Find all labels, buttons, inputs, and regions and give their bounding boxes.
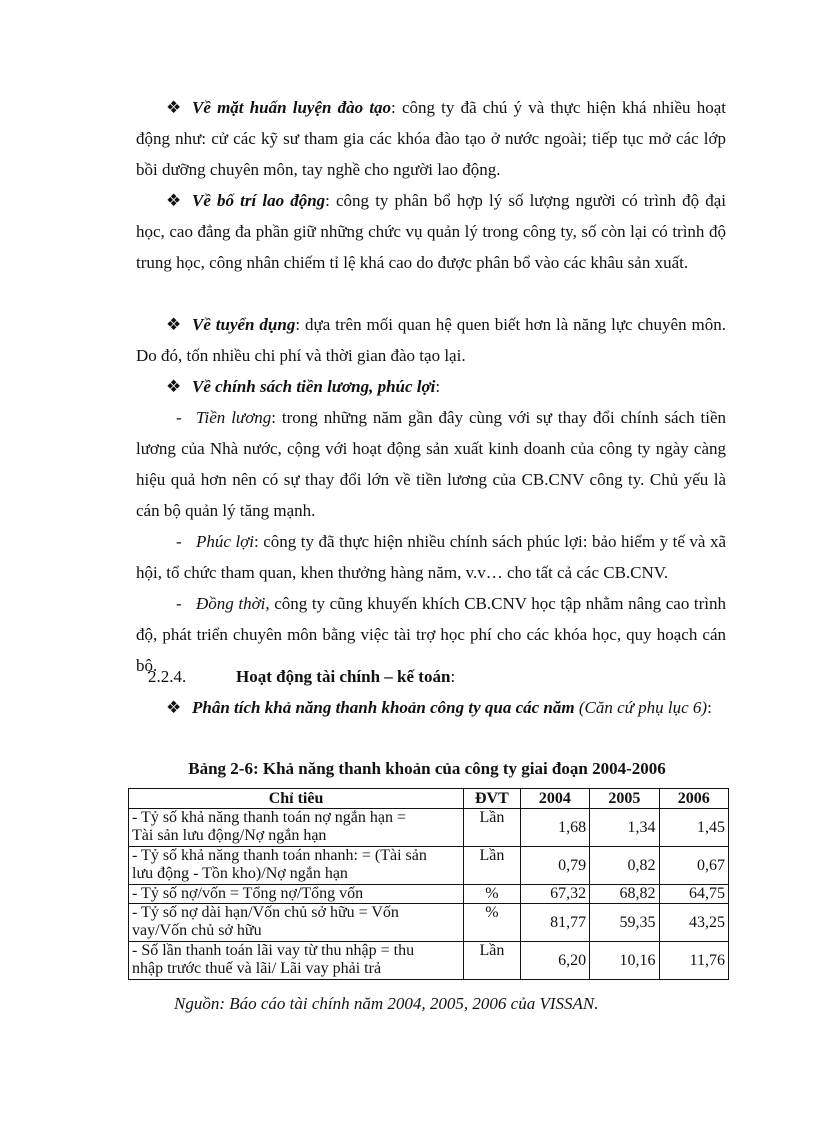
diamond-bullet-icon: ❖ (166, 315, 182, 334)
indicator-line: lưu động - Tồn kho)/Nợ ngắn hạn (132, 865, 348, 882)
table-row (129, 885, 729, 904)
value-2005: 1,34 (590, 809, 659, 847)
indicator-cell (129, 904, 464, 942)
indicator-line: - Tỷ số khả năng thanh toán nhanh: = (Tài sản (132, 847, 427, 864)
table-row (129, 809, 729, 847)
analysis-suffix: : (707, 698, 712, 717)
unit-cell: Lần (464, 809, 521, 847)
paragraph-training (136, 92, 726, 185)
value-2005: 68,82 (590, 885, 659, 904)
liquidity-table (128, 788, 729, 980)
analysis-note: (Căn cứ phụ lục 6) (578, 698, 708, 717)
dash-bullet: - (176, 532, 182, 551)
paragraph-recruitment (136, 309, 726, 371)
value-2005: 10,16 (590, 942, 659, 980)
paragraph-body: : công ty phân bổ hợp lý số lượng người có trình độ đại học, cao đẳng đa phần giữ những chức vụ quản lý trong công ty, số còn lại có trình độ trung học, công nhân chiếm tỉ lệ khá cao do được phân bổ vào các khâu sản xuất. (136, 191, 727, 272)
unit-cell: % (464, 904, 521, 942)
dash-bullet: - (176, 594, 182, 613)
value-2004: 81,77 (520, 904, 589, 942)
value-2006: 64,75 (659, 885, 728, 904)
dash-item-body: : trong những năm gần đây cùng với sự thay đổi chính sách tiền lương của Nhà nước, cộng với hoạt động sản xuất kinh doanh của công ty ngày càng hiệu quả hơn nên có sự thay đổi lớn về tiền lương của CB.CNV công ty. Chủ yếu là cán bộ quản lý tăng mạnh. (136, 408, 726, 520)
header-indicator: Chỉ tiêu (129, 789, 464, 809)
section-heading (148, 661, 455, 692)
value-2004: 1,68 (520, 809, 589, 847)
dash-bullet: - (176, 408, 182, 427)
dash-item-welfare (136, 526, 726, 588)
paragraph-heading: Về bố trí lao động (192, 191, 326, 210)
diamond-bullet-icon: ❖ (166, 377, 182, 396)
paragraph-liquidity-analysis (136, 692, 726, 723)
header-2004: 2004 (520, 789, 589, 809)
section-number: 2.2.4. (148, 667, 187, 686)
indicator-line: - Tỷ số khả năng thanh toán nợ ngắn hạn = (132, 809, 407, 826)
indicator-cell (129, 847, 464, 885)
section-title: Hoạt động tài chính – kế toán (236, 667, 451, 686)
value-2004: 67,32 (520, 885, 589, 904)
value-2005: 59,35 (590, 904, 659, 942)
dash-item-lead: Tiền lương (196, 408, 272, 427)
indicator-line: - Số lần thanh toán lãi vay từ thu nhập = thu (132, 942, 415, 959)
paragraph-heading: Về tuyển dụng (192, 315, 296, 334)
diamond-bullet-icon: ❖ (166, 698, 182, 717)
paragraph-heading: Về chính sách tiền lương, phúc lợi (192, 377, 436, 396)
table-row (129, 904, 729, 942)
table-header-row (129, 789, 729, 809)
section-suffix: : (450, 667, 456, 686)
unit-cell: Lần (464, 847, 521, 885)
indicator-line: vay/Vốn chủ sở hữu (132, 922, 262, 939)
paragraph-body: : dựa trên mối quan hệ quen biết hơn là năng lực chuyên môn. Do đó, tốn nhiều chi phí và thời gian đào tạo lại. (136, 315, 726, 365)
table-source-note: Nguồn: Báo cáo tài chính năm 2004, 2005, 2006 của VISSAN. (174, 994, 599, 1013)
dash-item-body: : công ty đã thực hiện nhiều chính sách phúc lợi: bảo hiểm y tế và xã hội, tổ chức tham quan, khen thưởng hàng năm, v.v… cho tất cả các CB.CNV. (136, 532, 726, 582)
value-2004: 0,79 (520, 847, 589, 885)
diamond-bullet-icon: ❖ (166, 98, 182, 117)
paragraph-body: : công ty đã chú ý và thực hiện khá nhiều hoạt động như: cử các kỹ sư tham gia các khóa đào tạo ở nước ngoài; tiếp tục mở các lớp bồi dưỡng chuyên môn, tay nghề cho người lao động. (136, 98, 726, 179)
header-2005: 2005 (590, 789, 659, 809)
value-2006: 43,25 (659, 904, 728, 942)
paragraph-labor-allocation (136, 185, 726, 278)
dash-item-body: , công ty cũng khuyến khích CB.CNV học tập nhằm nâng cao trình độ, phát triển chuyên môn bằng việc tài trợ học phí cho các khóa học, quy hoạch cán bộ. (136, 594, 727, 675)
indicator-cell (129, 809, 464, 847)
header-unit: ĐVT (464, 789, 521, 809)
dash-item-lead: Phúc lợi (196, 532, 254, 551)
paragraph-heading: Về mặt huấn luyện đào tạo (192, 98, 392, 117)
dash-item-salary (136, 402, 726, 526)
indicator-cell: - Tỷ số nợ/vốn = Tổng nợ/Tổng vốn (129, 885, 464, 904)
indicator-cell (129, 942, 464, 980)
paragraph-body: : (435, 377, 441, 396)
unit-cell: % (464, 885, 521, 904)
diamond-bullet-icon: ❖ (166, 191, 182, 210)
unit-cell: Lần (464, 942, 521, 980)
value-2006: 11,76 (659, 942, 728, 980)
value-2004: 6,20 (520, 942, 589, 980)
dash-item-lead: Đồng thời (196, 594, 266, 613)
value-2006: 1,45 (659, 809, 728, 847)
table-row (129, 942, 729, 980)
analysis-heading: Phân tích khả năng thanh khoản công ty qua các năm (192, 698, 575, 717)
value-2005: 0,82 (590, 847, 659, 885)
indicator-line: Tài sản lưu động/Nợ ngắn hạn (132, 827, 327, 844)
paragraph-salary-policy (136, 371, 726, 402)
indicator-line: - Tỷ số nợ dài hạn/Vốn chủ sở hữu = Vốn (132, 904, 399, 921)
value-2006: 0,67 (659, 847, 728, 885)
table-row (129, 847, 729, 885)
header-2006: 2006 (659, 789, 728, 809)
indicator-line: nhập trước thuế và lãi/ Lãi vay phải trả (132, 960, 382, 977)
table-caption: Bảng 2-6: Khả năng thanh khoản của công ty giai đoạn 2004-2006 (188, 759, 666, 778)
